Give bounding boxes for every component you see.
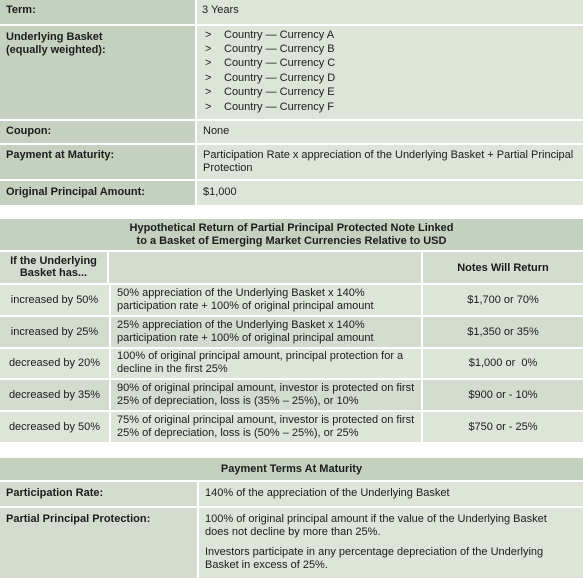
calc-line1: 75% of original principal amount, investor is protected on first [117, 414, 415, 427]
basket-item [203, 100, 577, 114]
hypothetical-return-table [0, 219, 583, 444]
coupon-value: None [197, 121, 583, 143]
basket-item [203, 57, 577, 71]
return-table-title-line2: to a Basket of Emerging Market Currencies Relative to USD [136, 235, 447, 247]
return-column-header: Notes Will Return [457, 261, 549, 274]
basket-item [203, 86, 577, 100]
participation-label: Participation Rate: [0, 482, 199, 506]
bullet-marker: > [205, 28, 212, 41]
bullet-marker: > [205, 71, 212, 84]
protection-p2-line1: Investors participate in any percentage depreciation of the Underlying [205, 546, 544, 558]
term-row [0, 0, 583, 26]
scenario-cell: decreased by 50% [0, 412, 111, 442]
basket-item-text: Country — Currency D [224, 71, 336, 84]
payment-terms-title: Payment Terms At Maturity [0, 458, 583, 482]
payment-value: Participation Rate x appreciation of the Underlying Basket + Partial Principal Protection [197, 145, 583, 179]
principal-row [0, 181, 583, 207]
return-table-body [0, 285, 583, 444]
terms-table [0, 0, 583, 207]
scenario-cell: increased by 50% [0, 285, 111, 315]
coupon-row [0, 121, 583, 145]
scenario-cell: decreased by 35% [0, 380, 111, 410]
return-table-title-line1: Hypothetical Return of Partial Principal Protected Note Linked [129, 222, 454, 234]
calculation-cell [111, 317, 423, 347]
bullet-marker: > [205, 100, 212, 113]
result-cell: $1,350 or 35% [467, 325, 539, 338]
return-table-title [0, 219, 583, 252]
calc-line2: participation rate + 100% of original principal amount [117, 331, 374, 344]
table-row [0, 317, 583, 349]
basket-item-text: Country — Currency A [224, 28, 335, 41]
basket-label [0, 26, 197, 119]
principal-label: Original Principal Amount: [0, 181, 197, 205]
scenario-header-line1: If the Underlying [10, 255, 97, 267]
protection-label: Partial Principal Protection: [0, 508, 199, 578]
bullet-marker: > [205, 43, 212, 56]
payment-label: Payment at Maturity: [0, 145, 197, 179]
calc-line2: decline in the first 25% [117, 363, 228, 376]
protection-paragraph [205, 546, 577, 572]
table-row [0, 349, 583, 381]
result-cell: $900 or - 10% [468, 389, 538, 402]
calculation-cell [111, 412, 423, 442]
scenario-cell: increased by 25% [0, 317, 111, 347]
basket-item-text: Country — Currency F [224, 100, 335, 113]
bullet-marker: > [205, 57, 212, 70]
scenario-column-header [0, 252, 109, 283]
participation-value: 140% of the appreciation of the Underlying Basket [199, 482, 583, 506]
calc-line2: 25% of depreciation, loss is (50% – 25%), or 25% [117, 427, 359, 440]
basket-list [197, 26, 583, 119]
protection-p2-line2: Basket in excess of 25%. [205, 559, 328, 571]
calc-line1: 50% appreciation of the Underlying Basket x 140% [117, 286, 365, 299]
calc-line1: 90% of original principal amount, investor is protected on first [117, 382, 415, 395]
protection-p1-line1: 100% of original principal amount if the value of the Underlying Basket [205, 513, 547, 525]
calc-line2: participation rate + 100% of original principal amount [117, 299, 374, 312]
basket-item-text: Country — Currency B [224, 43, 335, 56]
basket-item-text: Country — Currency E [224, 86, 335, 99]
scenario-cell: decreased by 20% [0, 349, 111, 379]
calculation-cell [111, 285, 423, 315]
calculation-column-header [109, 252, 423, 283]
calc-line1: 25% appreciation of the Underlying Basket x 140% [117, 318, 365, 331]
result-cell: $1,000 or 0% [468, 357, 538, 370]
table-row [0, 412, 583, 444]
bullet-marker: > [205, 86, 212, 99]
term-value: 3 Years [197, 0, 583, 24]
coupon-label: Coupon: [0, 121, 197, 143]
basket-label-line1: Underlying Basket [6, 31, 103, 43]
term-label: Term: [0, 0, 197, 24]
calculation-cell [111, 349, 423, 379]
return-table-header [0, 252, 583, 285]
scenario-header-line2: Basket has... [19, 267, 88, 279]
protection-paragraph [205, 513, 577, 539]
result-cell: $1,700 or 70% [467, 293, 539, 306]
protection-row [0, 508, 583, 580]
result-cell: $750 or - 25% [468, 421, 538, 434]
basket-item [203, 42, 577, 56]
calc-line1: 100% of original principal amount, principal protection for a [117, 350, 404, 363]
table-row [0, 380, 583, 412]
calculation-cell [111, 380, 423, 410]
calc-line2: 25% of depreciation, loss is (35% – 25%), or 10% [117, 395, 359, 408]
table-row [0, 285, 583, 317]
basket-item [203, 71, 577, 85]
basket-item [203, 28, 577, 42]
protection-value [199, 508, 583, 578]
basket-row [0, 26, 583, 121]
payment-terms-table [0, 458, 583, 580]
protection-p1-line2: does not decline by more than 25%. [205, 526, 381, 538]
basket-label-line2: (equally weighted): [6, 44, 106, 56]
principal-value: $1,000 [197, 181, 583, 205]
participation-row [0, 482, 583, 508]
payment-row [0, 145, 583, 181]
basket-item-text: Country — Currency C [224, 57, 336, 70]
